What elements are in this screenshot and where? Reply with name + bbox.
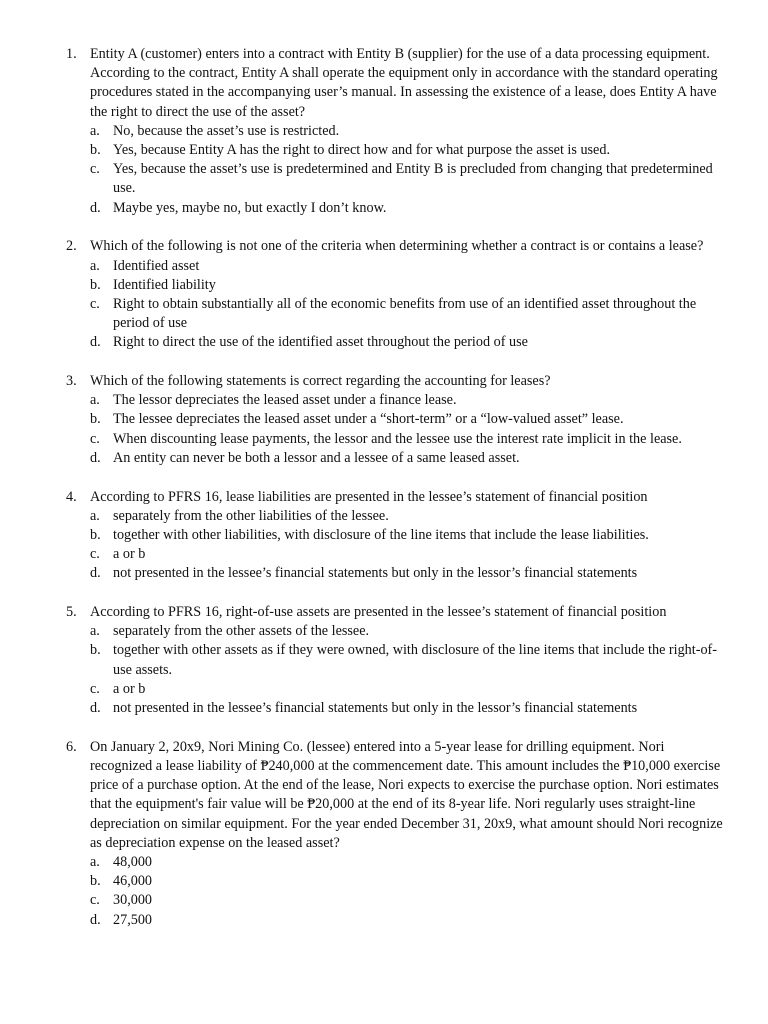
option-label: c. — [90, 546, 100, 563]
option-a — [90, 622, 726, 641]
option-d — [90, 449, 726, 468]
option-text: Yes, because Entity A has the right to direct how and for what purpose the asset is used. — [113, 142, 610, 159]
option-b — [90, 141, 726, 160]
question-2 — [66, 237, 726, 352]
option-text: When discounting lease payments, the lessor and the lessee use the interest rate implicit in the lease. — [113, 430, 682, 447]
option-label: c. — [90, 295, 100, 312]
option-text: Right to obtain substantially all of the economic benefits from use of an identified asset throughout the period of use — [113, 295, 697, 332]
option-a — [90, 122, 726, 141]
option-label: c. — [90, 680, 100, 697]
option-c — [90, 891, 726, 910]
option-d — [90, 911, 726, 930]
option-label: d. — [90, 565, 101, 582]
option-text: The lessee depreciates the leased asset under a “short-term” or a “low-valued asset” lease. — [113, 411, 624, 428]
option-label: c. — [90, 430, 100, 447]
option-a — [90, 257, 726, 276]
question-number: 2. — [66, 238, 77, 255]
option-text: The lessor depreciates the leased asset under a finance lease. — [113, 392, 457, 409]
option-text: a or b — [113, 680, 146, 697]
question-1 — [66, 45, 726, 218]
option-text: separately from the other liabilities of the lessee. — [113, 507, 389, 524]
option-label: d. — [90, 700, 101, 717]
option-text: An entity can never be both a lessor and a lessee of a same leased asset. — [113, 449, 520, 466]
option-text: together with other assets as if they were owned, with disclosure of the line items that include the right-of-use assets. — [113, 642, 717, 678]
option-text: 30,000 — [113, 892, 153, 909]
option-a — [90, 507, 726, 526]
option-b — [90, 872, 726, 891]
question-text: Which of the following is not one of the criteria when determining whether a contract is or contains a lease? — [90, 238, 704, 255]
option-label: d. — [90, 911, 101, 928]
option-text: Right to direct the use of the identified asset throughout the period of use — [113, 334, 528, 351]
option-label: b. — [90, 411, 101, 428]
option-list — [90, 257, 726, 353]
option-label: c. — [90, 161, 100, 178]
option-text: together with other liabilities, with disclosure of the line items that include the lease liabilities. — [113, 526, 649, 543]
option-label: b. — [90, 526, 101, 543]
question-number: 3. — [66, 373, 77, 390]
question-text: Which of the following statements is correct regarding the accounting for leases? — [90, 373, 551, 390]
question-text: According to PFRS 16, lease liabilities are presented in the lessee’s statement of financial position — [90, 488, 648, 505]
option-label: d. — [90, 449, 101, 466]
option-b — [90, 641, 726, 679]
option-label: b. — [90, 276, 101, 293]
option-c — [90, 160, 726, 198]
option-label: b. — [90, 642, 101, 659]
option-text: 48,000 — [113, 854, 153, 871]
option-list — [90, 122, 726, 218]
option-label: a. — [90, 257, 100, 274]
option-label: a. — [90, 122, 100, 139]
option-text: a or b — [113, 546, 146, 563]
option-d — [90, 199, 726, 218]
option-a — [90, 853, 726, 872]
question-number: 6. — [66, 738, 77, 755]
question-number: 4. — [66, 488, 77, 505]
option-text: 27,500 — [113, 911, 153, 928]
option-label: b. — [90, 873, 101, 890]
option-text: not presented in the lessee’s financial statements but only in the lessor’s financial statements — [113, 565, 638, 582]
question-number: 5. — [66, 604, 77, 621]
option-c — [90, 430, 726, 449]
option-text: 46,000 — [113, 873, 153, 890]
option-list — [90, 507, 726, 584]
option-d — [90, 333, 726, 352]
option-label: a. — [90, 623, 100, 640]
option-a — [90, 391, 726, 410]
option-label: d. — [90, 334, 101, 351]
option-c — [90, 545, 726, 564]
option-d — [90, 564, 726, 583]
option-b — [90, 276, 726, 295]
question-text: On January 2, 20x9, Nori Mining Co. (lessee) entered into a 5-year lease for drilling equipment. Nori recognized a lease liability of ₱240,000 at the commencement date. This amount includes the ₱10,000 exercise price of a purchase option. At the end of the lease, Nori expects to exercise the purchase option. Nori estimates that the equipment's fair value will be ₱20,000 at the end of its 8-year life. Nori regularly uses straight-line depreciation on similar equipment. For the year ended December 31, 20x9, what amount should Nori recognize as depreciation expense on the leased asset? — [90, 738, 723, 851]
option-text: No, because the asset’s use is restricted. — [113, 122, 340, 139]
option-b — [90, 526, 726, 545]
option-list — [90, 853, 726, 930]
option-c — [90, 295, 726, 333]
option-text: Yes, because the asset’s use is predetermined and Entity B is precluded from changing that predetermined use. — [113, 161, 713, 197]
option-label: c. — [90, 892, 100, 909]
question-4 — [66, 488, 726, 584]
option-d — [90, 699, 726, 718]
document-page — [66, 45, 726, 949]
option-b — [90, 410, 726, 429]
option-text: Maybe yes, maybe no, but exactly I don’t know. — [113, 199, 387, 216]
question-6 — [66, 738, 726, 930]
question-3 — [66, 372, 726, 468]
option-label: d. — [90, 199, 101, 216]
question-number: 1. — [66, 46, 77, 62]
option-text: Identified liability — [113, 276, 216, 293]
option-label: a. — [90, 507, 100, 524]
option-text: separately from the other assets of the lessee. — [113, 623, 370, 640]
option-label: b. — [90, 142, 101, 159]
option-list — [90, 391, 726, 468]
option-list — [90, 622, 726, 718]
option-text: Identified asset — [113, 257, 200, 274]
option-text: not presented in the lessee’s financial statements but only in the lessor’s financial statements — [113, 700, 638, 717]
question-text: According to PFRS 16, right-of-use assets are presented in the lessee’s statement of financial position — [90, 604, 667, 621]
option-label: a. — [90, 854, 100, 871]
question-text: Entity A (customer) enters into a contract with Entity B (supplier) for the use of a data processing equipment. According to the contract, Entity A shall operate the equipment only in accordance with the standard operating procedures stated in the accompanying user’s manual. In assessing the existence of a lease, does Entity A have the right to direct the use of the asset? — [90, 46, 718, 120]
option-c — [90, 680, 726, 699]
question-5 — [66, 603, 726, 718]
option-label: a. — [90, 392, 100, 409]
